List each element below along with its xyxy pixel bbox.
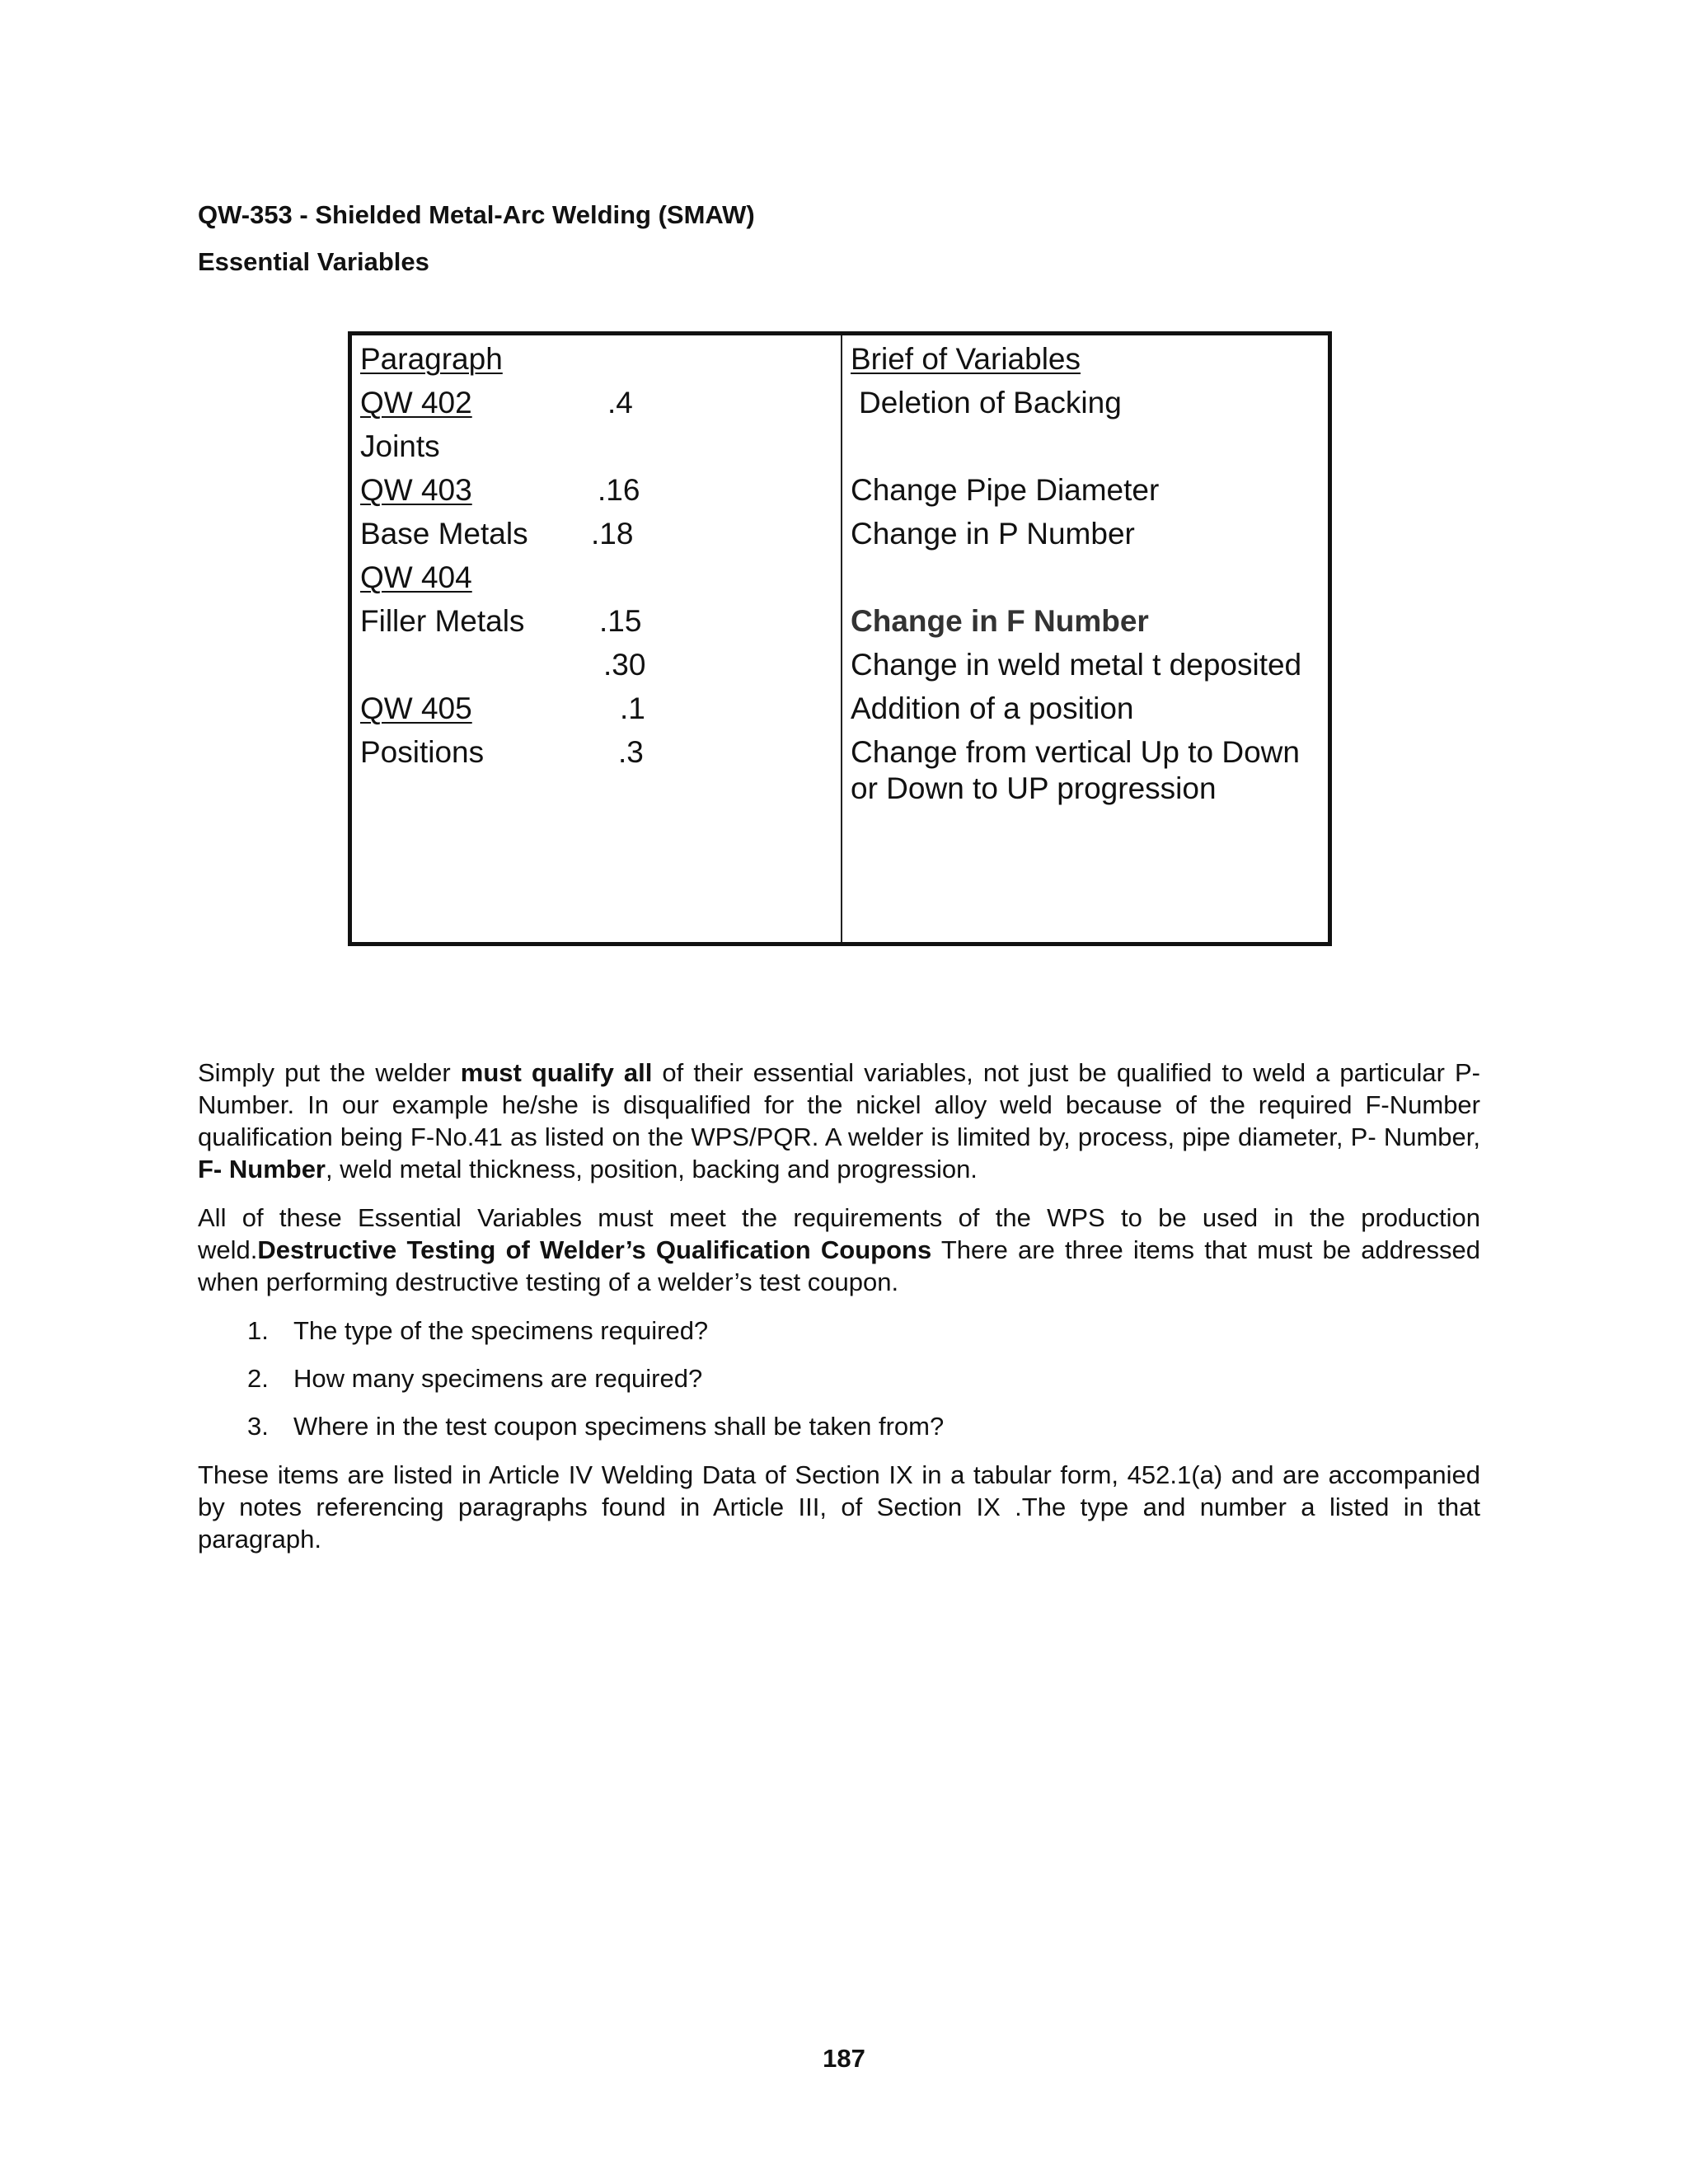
number-cell: .30 (603, 648, 646, 682)
body-paragraph: These items are listed in Article IV Welding Data of Section IX in a tabular form, 452.1(a) and are accompanied by notes referencing paragraphs found in Article III, of Section IX .The type and number a listed in that paragraph. (198, 1460, 1480, 1554)
variable-cell: Deletion of Backing (859, 386, 1122, 419)
section-subtitle: Essential Variables (198, 247, 429, 276)
paragraph-cell: Base Metals (360, 517, 528, 551)
list-item (247, 1364, 702, 1394)
page-number: 187 (823, 2044, 865, 2073)
text-run: of their essential variables, not just be qualified to weld a particular P-Number. In our example he/she is disqualified for the nickel alloy weld because of the required F-Number qualification being F-No.41 as listed on the WPS/PQR. A welder is limited by, process, pipe diameter, P- Number, (198, 1058, 1480, 1151)
list-number: 3. (247, 1412, 269, 1441)
variable-cell: Change in weld metal t deposited (851, 648, 1302, 682)
variables-column-header: Brief of Variables (851, 342, 1081, 376)
list-text: Where in the test coupon specimens shall be taken from? (293, 1412, 945, 1441)
text-run: Simply put the welder (198, 1058, 461, 1087)
paragraph-cell: Positions (360, 735, 485, 769)
paragraph-column-header: Paragraph (360, 342, 503, 376)
variable-cell: Addition of a position (851, 691, 1134, 725)
variable-cell: Change Pipe Diameter (851, 473, 1160, 507)
list-text: How many specimens are required? (293, 1364, 703, 1393)
paragraph-cell: QW 404 (360, 560, 472, 594)
list-number: 1. (247, 1316, 269, 1345)
essential-variables-table (348, 331, 1332, 946)
paragraph-cell: QW 405 (360, 691, 472, 725)
bold-text: must qualify all (460, 1058, 653, 1087)
body-paragraph (198, 1202, 1480, 1298)
variable-cell: Change in P Number (851, 517, 1135, 551)
number-cell: .16 (598, 473, 640, 507)
number-cell: .18 (591, 517, 634, 551)
number-cell: .4 (607, 386, 633, 419)
number-cell: .15 (599, 604, 642, 638)
paragraph-cell: Filler Metals (360, 604, 525, 638)
bold-text: F- Number (198, 1155, 326, 1183)
text-run: , weld metal thickness, position, backing and progression. (326, 1155, 978, 1183)
column-divider (841, 335, 842, 942)
paragraph-cell: QW 403 (360, 473, 472, 507)
paragraph-cell: Joints (360, 429, 440, 463)
text-run: All of these Essential Variables must meet the requirements of the WPS to be used in the production weld. (198, 1203, 1480, 1264)
list-item (247, 1316, 708, 1346)
list-item (247, 1412, 944, 1441)
variable-cell: Change in F Number (851, 604, 1149, 638)
variable-cell-continuation: or Down to UP progression (851, 771, 1217, 805)
text-run: There are three items that must be addressed when performing destructive testing of a welder’s test coupon. (198, 1235, 1480, 1296)
number-cell: .1 (620, 691, 645, 725)
number-cell: .3 (618, 735, 644, 769)
paragraph-cell: QW 402 (360, 386, 472, 419)
list-number: 2. (247, 1364, 269, 1393)
variable-cell: Change from vertical Up to Down (851, 735, 1300, 769)
bold-text: Destructive Testing of Welder’s Qualification Coupons (257, 1235, 932, 1264)
section-title: QW-353 - Shielded Metal-Arc Welding (SMAW) (198, 200, 755, 229)
list-text: The type of the specimens required? (293, 1316, 709, 1345)
body-paragraph (198, 1057, 1480, 1185)
